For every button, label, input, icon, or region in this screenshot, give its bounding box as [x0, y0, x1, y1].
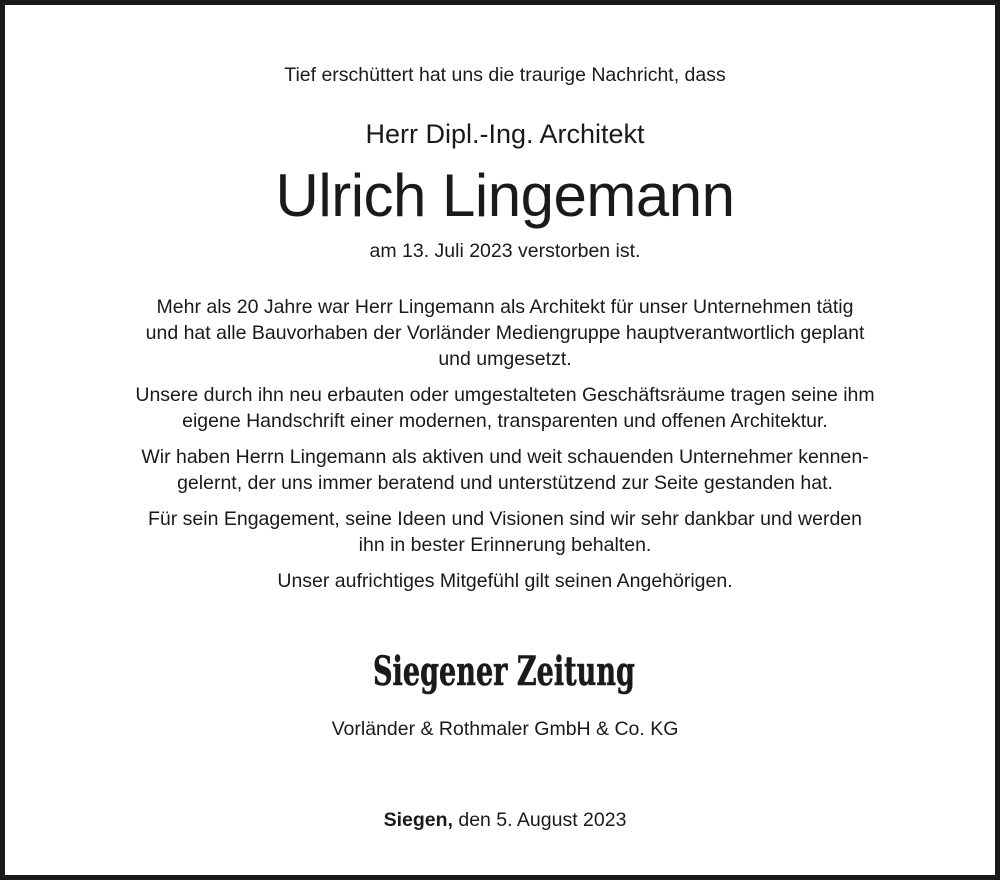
tribute-line: Unser aufrichtiges Mitgefühl gilt seinen Angehörigen.: [277, 570, 733, 592]
tribute-paragraph: [5, 444, 1005, 496]
honorific-title: Herr Dipl.-Ing. Architekt: [365, 119, 645, 149]
tribute-paragraph: [5, 294, 1005, 372]
tribute-line: ihn in bester Erinnerung behalten.: [358, 534, 652, 556]
tribute-line: Für sein Engagement, seine Ideen und Visionen sind wir sehr dankbar und werden: [147, 508, 862, 530]
deceased-name: Ulrich Lingemann: [275, 162, 735, 229]
tribute-line: Mehr als 20 Jahre war Herr Lingemann als Architekt für unser Unternehmen tätig: [156, 296, 854, 318]
tribute-line: und hat alle Bauvorhaben der Vorländer Mediengruppe hauptverantwortlich geplant: [145, 322, 865, 344]
tribute-line: Unsere durch ihn neu erbauten oder umgestalteten Geschäftsräume tragen seine ihm: [135, 384, 875, 406]
death-date-line: am 13. Juli 2023 verstorben ist.: [369, 240, 641, 262]
tribute-line: eigene Handschrift einer modernen, transparenten und offenen Architektur.: [182, 410, 828, 432]
intro-line: Tief erschüttert hat uns die traurige Nachricht, dass: [284, 64, 726, 86]
tribute-paragraph: [5, 506, 1005, 558]
tribute-paragraph: [5, 568, 1005, 594]
tribute-line: Wir haben Herrn Lingemann als aktiven und weit schauenden Unternehmer kennen-: [141, 446, 869, 468]
place-date-line: [5, 808, 1005, 832]
company-name: Vorländer & Rothmaler GmbH & Co. KG: [331, 718, 679, 740]
tribute-text: [5, 294, 1005, 604]
tribute-line: und umgesetzt.: [438, 348, 572, 370]
tribute-paragraph: [5, 382, 1005, 434]
siegener-zeitung-logo: [367, 641, 641, 701]
svg-text:Siegener Zeitung: Siegener Zeitung: [373, 648, 636, 695]
place-name: Siegen,: [383, 809, 453, 831]
tribute-line: gelernt, der uns immer beratend und unterstützend zur Seite gestanden hat.: [177, 472, 833, 494]
notice-date: den 5. August 2023: [452, 809, 627, 831]
